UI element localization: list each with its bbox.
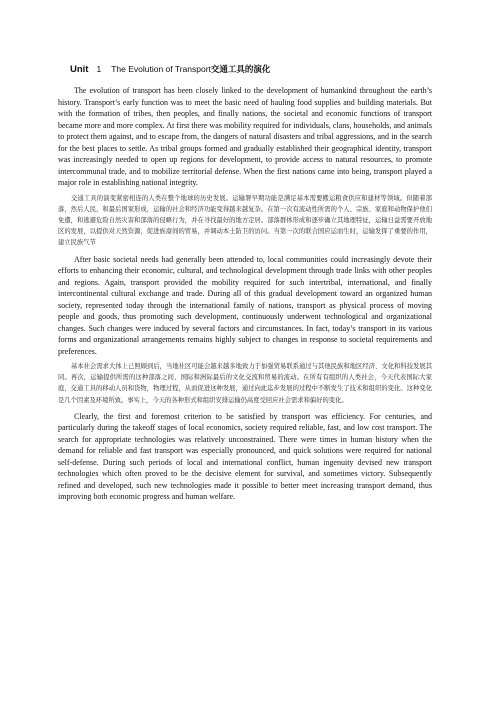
paragraph-zh-2: 基本社会需求大体上已照顾到后，当地社区可能会越来越多地致力于加强贸易联系通过与其他民族和地区经济、文化和科技发展其同。再次，运输提供所需的这种部落之间、国际和洲际最后的文化交流和贸易的流动。在所有有组织的人类社会，今天代表国际大家庭，交通工具的移动人员和货物，物理过程，从而促进这种发展，通过向此迄步发展的过程中不断发生了技术和组织的变化。这种变化是几个因素及环境所致。事实上，今天的各种形式和组织安排运输仍高度受回应社会需求和偏好的变化。	[58, 363, 432, 404]
unit-number: 1	[96, 64, 102, 74]
paragraph-zh-1: 交通工具的演变紧密相连的人类在整个地球的历史发展。运输署早期功能是满足基本需要搬运粮食供应和建材等领域。但随着部落，然后人民，和最后国家形成，运输的社会和经济功能变得越来越复杂。在第一次有流动性所需的个人、宗族、家庭和动物保护他们免遭，和逃避危险自然灾害和部落的侵略行为，并在寻找最好的地方定居。部落群体形成和逐步确立其地理特征，运输日益需要开放地区的发展，以提供对天然资源，促进族裔间的贸易，并调动本土防卫的访问。当第一次的联合国应运而生时，运输发挥了重要的作用，建立民族气节	[58, 194, 432, 247]
paragraph-en-2: After basic societal needs had generally been attended to, local communities could increasingly devote their efforts to enhancing their economic, cultural, and technological development through trade links with other peoples and regions. Again, transport provided the mobility required for such intertribal, international, and finally intercontinental cultural exchange and trade. During all of this gradual development toward an organized human society, represented today through the international family of nations, transport as physical process of moving people and goods, thus promoting such development, continuously underwent technological and organizational changes. Such changes were induced by several factors and circumstances. In fact, today’s transport in its various forms and organizational arrangements remains highly subject to changes in response to societal requirements and preferences.	[58, 254, 432, 356]
paragraph-en-3: Clearly, the first and foremost criterion to be satisfied by transport was efficiency. For centuries, and particularly during the takeoff stages of local economics, society required reliable, fast, and low cost transport. The search for appropriate technologies was relatively unconstrained. There were times in human history when the demand for reliable and fast transport was especially pronounced, and quick solutions were required for national self-defense. During such periods of local and international conflict, human ingenuity devised new transport technologies which often proved to be the decisive element for survival, and sometimes victory. Subsequently refined and developed, such new technologies made it possible to better meet increasing transport demand, thus improving both economic progress and human welfare.	[58, 411, 432, 502]
unit-heading	[70, 63, 270, 75]
unit-title-zh: 交通工具的演化	[210, 65, 271, 75]
unit-title-en: The Evolution of Transport	[111, 64, 211, 74]
paragraph-en-1: The evolution of transport has been closely linked to the development of humankind throughout the earth’s history. Transport’s early function was to meet the basic need of hauling food supplies and building materials. But with the formation of tribes, then peoples, and finally nations, the societal and economic functions of transport became more and more complex. At first there was mobility required for individuals, clans, households, and animals to protect them against, and to escape from, the dangers of natural disasters and tribal aggressions, and in the search for the best places to settle. As tribal groups formed and gradually established their geographical identity, transport was increasingly needed to open up regions for development, to provide access to natural resources, to promote intercommunal trade, and to mobilize territorial defense. When the first nations came into being, transport played a major role in establishing national integrity.	[58, 86, 432, 187]
unit-label: Unit	[70, 64, 89, 75]
article-body	[58, 85, 432, 507]
